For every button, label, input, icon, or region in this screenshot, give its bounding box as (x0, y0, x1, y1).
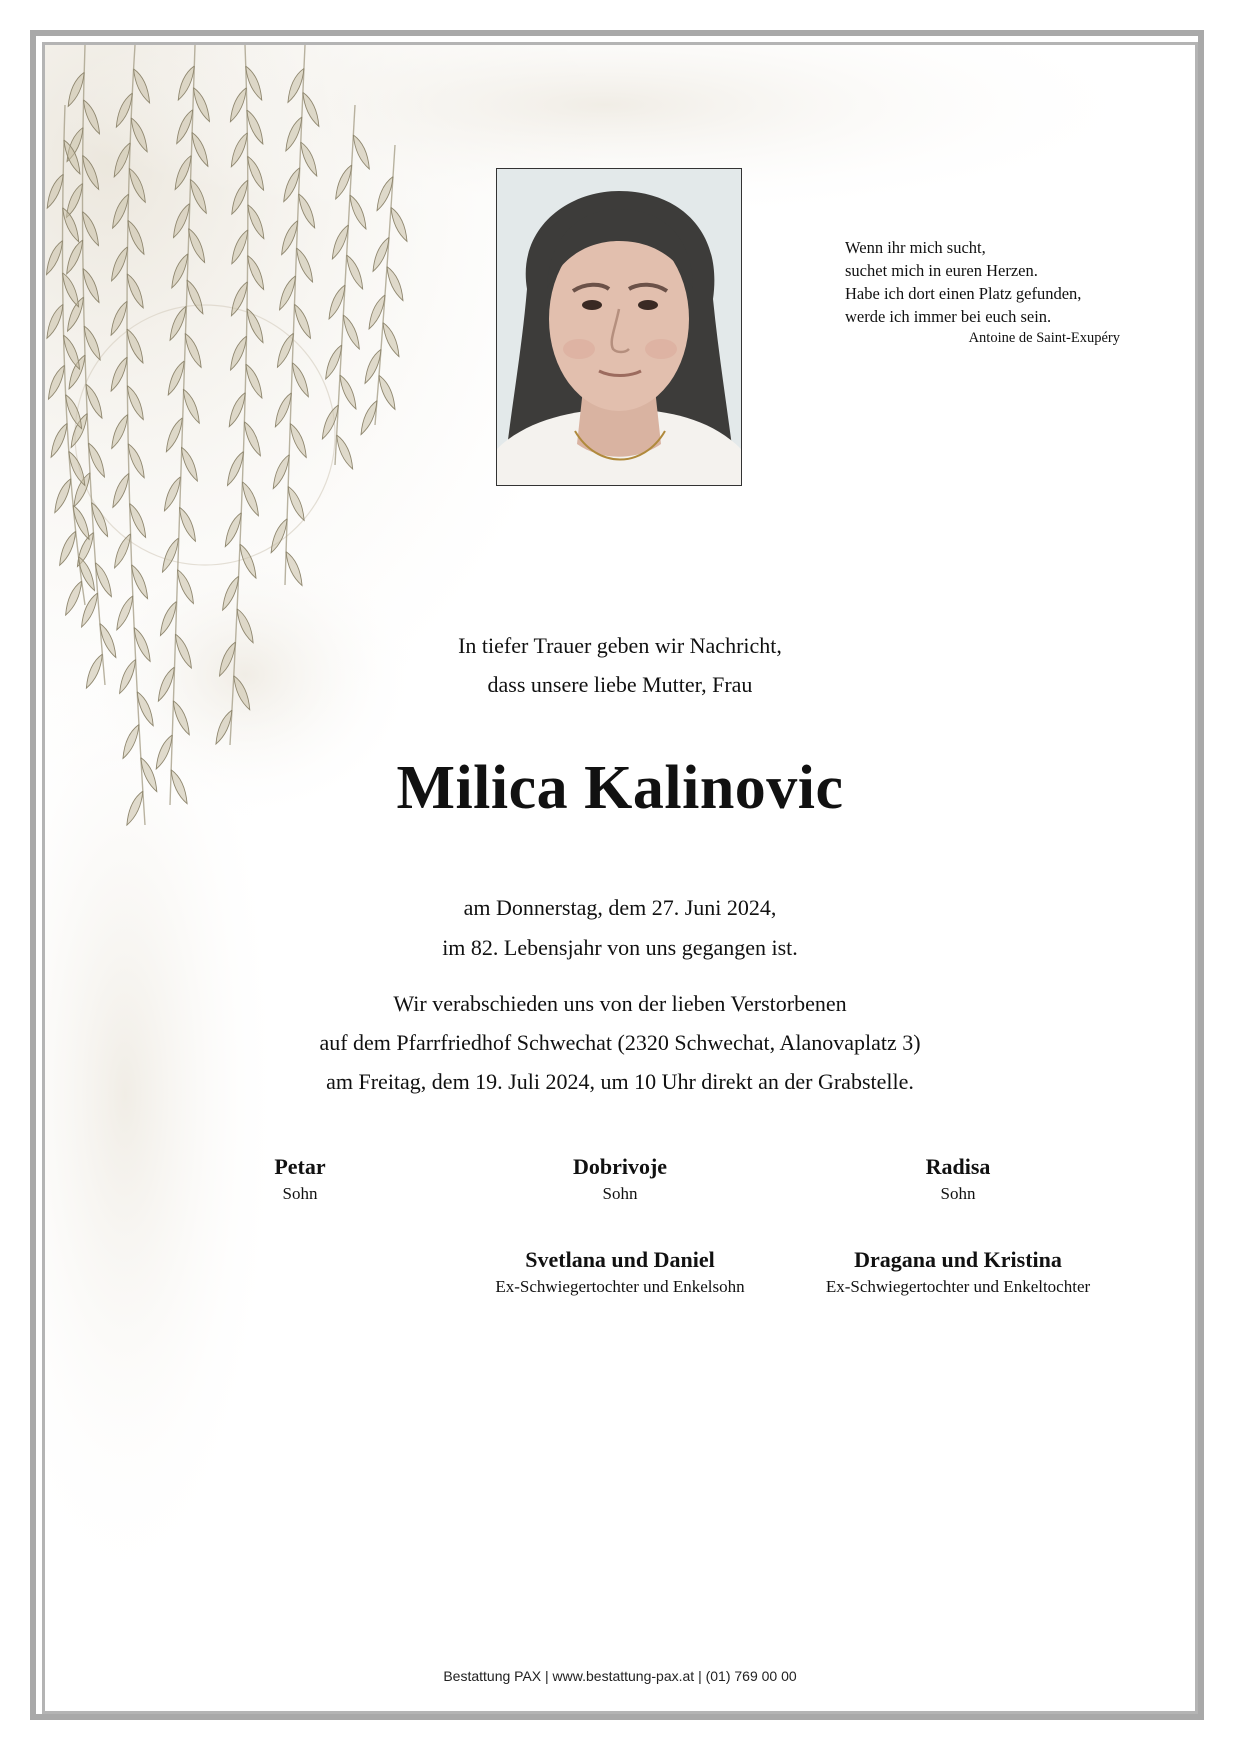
deceased-portrait-photo (496, 168, 742, 486)
mourner-relation: Ex-Schwiegertochter und Enkeltochter (825, 1277, 1091, 1296)
mourner-name: Radisa (925, 1154, 991, 1179)
mourner-name: Petar (274, 1154, 326, 1179)
deceased-name: Milica Kalinovic (396, 754, 844, 822)
funeral-line: auf dem Pfarrfriedhof Schwechat (2320 Schwechat, Alanovaplatz 3) (319, 1030, 921, 1055)
mourner-entry (130, 1152, 470, 1206)
intro-line: dass unsere liebe Mutter, Frau (487, 672, 753, 697)
quote-author: Antoine de Saint-Exupéry (968, 330, 1120, 346)
mourner-name: Dragana und Kristina (854, 1247, 1062, 1272)
mourner-entry (450, 1152, 790, 1206)
passing-line: am Donnerstag, dem 27. Juni 2024, (463, 895, 777, 920)
funeral-line: Wir verabschieden uns von der lieben Verstorbenen (393, 991, 847, 1016)
quote-line: Wenn ihr mich sucht, (845, 238, 986, 257)
quote-line: werde ich immer bei euch sein. (845, 307, 1052, 326)
mourner-entry (768, 1245, 1148, 1299)
mourner-relation: Sohn (602, 1184, 638, 1203)
mourner-name: Dobrivoje (572, 1154, 668, 1179)
passing-details (250, 888, 990, 968)
mourner-relation: Sohn (940, 1184, 976, 1203)
funeral-home-footer: Bestattung PAX | www.bestattung-pax.at | (01) 769 00 00 (443, 1668, 797, 1684)
quote-line: Habe ich dort einen Platz gefunden, (845, 284, 1082, 303)
memorial-quote (845, 236, 1130, 348)
funeral-details (180, 984, 1060, 1101)
quote-line: suchet mich in euren Herzen. (845, 261, 1038, 280)
mourner-relation: Ex-Schwiegertochter und Enkelsohn (495, 1277, 745, 1296)
passing-line: im 82. Lebensjahr von uns gegangen ist. (442, 935, 798, 960)
mourner-entry (788, 1152, 1128, 1206)
intro-line: In tiefer Trauer geben wir Nachricht, (458, 633, 782, 658)
announcement-intro (300, 626, 940, 704)
mourner-name: Svetlana und Daniel (525, 1247, 715, 1272)
mourner-entry (450, 1245, 790, 1299)
mourner-relation: Sohn (282, 1184, 318, 1203)
funeral-line: am Freitag, dem 19. Juli 2024, um 10 Uhr direkt an der Grabstelle. (326, 1069, 914, 1094)
